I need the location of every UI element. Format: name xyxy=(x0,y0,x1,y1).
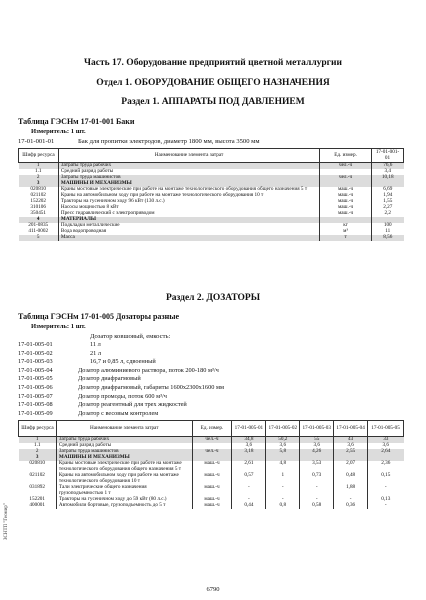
table1-item-code: 17-01-001-01 xyxy=(18,138,55,145)
row-value: 0,13 xyxy=(368,497,404,503)
row-name: Насосы мощностью 8 кВт xyxy=(58,205,319,211)
row-unit: маш.-ч xyxy=(192,461,232,473)
row-value: 3,53 xyxy=(300,461,334,473)
item-desc: Дозатор диафрагмовый, габариты 1600х2300х1600 мм xyxy=(78,383,224,391)
row-name: Тали электрические общего назначения грузоподъемностью 1 т xyxy=(56,485,192,497)
row-value: - xyxy=(368,503,404,509)
row-unit: маш.-ч xyxy=(192,485,232,497)
table-row xyxy=(19,235,404,241)
row-value: 0,36 xyxy=(334,503,368,509)
item-code: 17-01-005-09 xyxy=(18,409,53,417)
th-name: Наименование элемента затрат xyxy=(58,149,319,163)
row-unit: маш.-ч xyxy=(192,503,232,509)
item-code: 17-01-005-02 xyxy=(18,349,53,357)
item-desc: 21 л xyxy=(90,349,102,357)
row-value: 2,61 xyxy=(232,461,266,473)
item-desc: 16,7 и 0,85 л, сдвоенный xyxy=(90,358,156,366)
item-desc: Дозатор диафрагмовый xyxy=(78,375,141,383)
row-unit: маш.-ч xyxy=(320,193,372,199)
row-value: 0,48 xyxy=(334,473,368,485)
resource-table-2 xyxy=(18,420,404,509)
item-desc: Дозатор с весовым контролем xyxy=(78,409,159,417)
item-code: 17-01-005-06 xyxy=(18,383,53,391)
row-value: 2,07 xyxy=(334,461,368,473)
row-unit: м³ xyxy=(320,229,372,235)
row-value: 1,94 xyxy=(372,193,404,199)
table2-measure: Измеритель: 1 шт. xyxy=(31,323,86,330)
row-value: 2,2 xyxy=(372,211,404,217)
item-code: 17-01-005-08 xyxy=(18,401,53,409)
table1-item-desc: Бак для пропитки электродов, диаметр 1800 мм, высота 3500 мм xyxy=(78,138,260,145)
row-code: 1.1 xyxy=(33,441,41,448)
row-value: 1 xyxy=(266,473,300,485)
row-value: 3,6 xyxy=(232,443,266,449)
row-code: 152201 xyxy=(29,495,45,502)
table1-measure: Измеритель: 1 шт. xyxy=(31,128,86,135)
row-name: Краны мостовые электрические при работе на монтаже технологического оборудования общего назначения 5 т xyxy=(56,461,192,473)
row-value: - xyxy=(232,497,266,503)
row-value: 76,6 xyxy=(372,163,404,169)
row-value: - xyxy=(232,485,266,497)
list-item xyxy=(18,341,398,350)
row-code: 020810 xyxy=(30,185,46,192)
side-stamp: ЗСНТП "Геомир" xyxy=(4,503,9,540)
row-value: 55 xyxy=(300,437,334,443)
row-unit: маш.-ч xyxy=(320,211,372,217)
row-name: Затраты труда рабочих xyxy=(56,437,192,443)
th-value: 17-01-001-01 xyxy=(372,149,404,163)
row-name: Масса xyxy=(58,235,319,241)
row-name: Краны на автомобильном ходу при работе на монтаже технологического оборудования 10 т xyxy=(58,193,319,199)
list-item xyxy=(18,410,398,419)
row-value: 8,56 xyxy=(372,235,404,241)
th-value: 17-01-005-05 xyxy=(368,421,404,437)
th-code: Шифр ресурса xyxy=(19,421,57,437)
row-name: Пресс гидравлический с электроприводом xyxy=(58,211,319,217)
row-unit: маш.-ч xyxy=(320,187,372,193)
row-name: Подкладки металлические xyxy=(58,223,319,229)
row-value: 34,8 xyxy=(232,437,266,443)
row-code: 2 xyxy=(19,449,57,455)
row-name: Затраты труда машинистов xyxy=(58,175,319,181)
row-value: 0,73 xyxy=(300,473,334,485)
part-heading: Часть 17. Оборудование предприятий цветной металлургии xyxy=(84,58,342,68)
row-code: 350451 xyxy=(30,209,46,216)
row-code: 152202 xyxy=(30,197,46,204)
th-unit: Ед. измер. xyxy=(192,421,232,437)
row-value: - xyxy=(334,497,368,503)
row-value: 4,26 xyxy=(300,449,334,455)
item-code: 17-01-005-01 xyxy=(18,341,53,348)
page-number: 6790 xyxy=(206,586,220,593)
row-value: 4,8 xyxy=(266,461,300,473)
row-code: 310106 xyxy=(30,203,46,210)
row-value: 1,55 xyxy=(372,199,404,205)
row-name: МАШИНЫ И МЕХАНИЗМЫ xyxy=(56,455,192,461)
item-code: 17-01-005-05 xyxy=(18,375,53,383)
row-code: 021102 xyxy=(30,191,46,198)
section2-heading: Раздел 2. ДОЗАТОРЫ xyxy=(165,293,261,303)
list-item xyxy=(18,393,398,402)
row-value: 2,27 xyxy=(372,205,404,211)
row-value: 2,64 xyxy=(368,449,404,455)
list-item xyxy=(18,358,398,367)
row-name: Затраты труда машинистов xyxy=(56,449,192,455)
list-item xyxy=(18,375,398,384)
row-unit: маш.-ч xyxy=(192,497,232,503)
row-unit: маш.-ч xyxy=(192,473,232,485)
row-code: 020810 xyxy=(29,459,45,466)
row-code: 5 xyxy=(19,235,59,241)
row-value: 10,18 xyxy=(372,175,404,181)
department-heading: Отдел 1. ОБОРУДОВАНИЕ ОБЩЕГО НАЗНАЧЕНИЯ xyxy=(96,78,330,88)
row-name: Автомобили бортовые, грузоподъемность до 5 т xyxy=(56,503,192,509)
resource-table-1 xyxy=(18,148,404,241)
row-name: МАШИНЫ И МЕХАНИЗМЫ xyxy=(58,181,319,187)
th-name: Наименование элемента затрат xyxy=(56,421,192,437)
row-code: 400001 xyxy=(29,501,45,508)
row-value: 0,58 xyxy=(300,503,334,509)
row-code: 031892 xyxy=(29,483,45,490)
row-name: Затраты труда рабочих xyxy=(58,163,319,169)
table-row xyxy=(19,485,404,497)
item-desc: 11 л xyxy=(90,341,101,348)
row-unit: чел.-ч xyxy=(192,449,232,455)
table1-title: Таблица ГЭСНм 17-01-001 Баки xyxy=(18,117,135,126)
row-name: Вода водопроводная xyxy=(58,229,319,235)
row-name: Средний разряд работы xyxy=(56,443,192,449)
row-unit: чел.-ч xyxy=(320,175,372,181)
row-unit: кг xyxy=(320,223,372,229)
row-unit: маш.-ч xyxy=(320,205,372,211)
row-value: - xyxy=(368,485,404,497)
item-code: 17-01-005-03 xyxy=(18,358,53,366)
row-value: 3,6 xyxy=(334,443,368,449)
row-value: 100 xyxy=(372,223,404,229)
row-code: 3 xyxy=(19,181,59,187)
row-value: 2,55 xyxy=(334,449,368,455)
table2-title: Таблица ГЭСНм 17-01-005 Дозаторы разные xyxy=(18,312,180,321)
row-unit: чел.-ч xyxy=(320,163,372,169)
row-unit: т xyxy=(320,235,372,241)
th-code: Шифр ресурса xyxy=(19,149,59,163)
row-value: 3,6 xyxy=(368,443,404,449)
row-name: Средний разряд работы xyxy=(58,169,319,175)
list-item xyxy=(18,367,398,376)
row-value: 3,6 xyxy=(266,443,300,449)
table-row xyxy=(19,473,404,485)
item-desc: Дозатор реагентный для трех жидкостей xyxy=(78,401,187,409)
row-value: 3,18 xyxy=(232,449,266,455)
row-name: Краны мостовые электрические при работе на монтаже технологического оборудования общего назначения 5 т xyxy=(58,187,319,193)
row-value: 6,69 xyxy=(372,187,404,193)
table2-item-list xyxy=(18,341,398,418)
item-desc: Дозатор алюминиевого раствора, поток 200-180 м³/ч xyxy=(78,366,219,374)
row-value: 3,4 xyxy=(372,169,404,175)
row-code: 1 xyxy=(19,437,57,443)
table2-intro: Дозатор ковшовый, емкость: xyxy=(90,333,171,340)
item-code: 17-01-005-04 xyxy=(18,366,53,374)
row-value: 11 xyxy=(372,229,404,235)
row-code: 411-0002 xyxy=(28,227,49,234)
list-item xyxy=(18,350,398,359)
row-value: 33 xyxy=(368,437,404,443)
row-value: 2,36 xyxy=(368,461,404,473)
th-unit: Ед. измер. xyxy=(320,149,372,163)
item-desc: Дозатор промоды, поток 600 м³/ч xyxy=(78,392,167,400)
row-code: 1.1 xyxy=(34,167,42,174)
row-value: 5,8 xyxy=(266,449,300,455)
row-value: 0,44 xyxy=(232,503,266,509)
th-value: 17-01-005-03 xyxy=(300,421,334,437)
row-value: 0,15 xyxy=(368,473,404,485)
row-name: Тракторы на гусеничном ходу до 59 кВт (80 л.с.) xyxy=(56,497,192,503)
row-value: 3,6 xyxy=(300,443,334,449)
row-value: 43 xyxy=(334,437,368,443)
row-value: 50,2 xyxy=(266,437,300,443)
row-code: 3 xyxy=(19,455,57,461)
row-value: 0,57 xyxy=(232,473,266,485)
row-value: - xyxy=(300,497,334,503)
row-value: 1,88 xyxy=(334,485,368,497)
row-value: 0,8 xyxy=(266,503,300,509)
table-row xyxy=(19,503,404,509)
section-heading: Раздел 1. АППАРАТЫ ПОД ДАВЛЕНИЕМ xyxy=(121,97,305,107)
th-value: 17-01-005-04 xyxy=(334,421,368,437)
th-value: 17-01-005-01 xyxy=(232,421,266,437)
row-name: Тракторы на гусеничном ходу 96 кВт (130 л.с.) xyxy=(58,199,319,205)
row-code: 021102 xyxy=(29,471,45,478)
th-value: 17-01-005-02 xyxy=(266,421,300,437)
row-code: 2 xyxy=(19,175,59,181)
row-name: МАТЕРИАЛЫ xyxy=(58,217,319,223)
item-code: 17-01-005-07 xyxy=(18,392,53,400)
list-item xyxy=(18,401,398,410)
row-unit: чел.-ч xyxy=(192,437,232,443)
row-code: 4 xyxy=(19,217,59,223)
row-value: - xyxy=(266,485,300,497)
row-unit: маш.-ч xyxy=(320,199,372,205)
row-name: Краны на автомобильном ходу при работе на монтаже технологического оборудования 10 т xyxy=(56,473,192,485)
row-code: 201-0835 xyxy=(28,221,49,228)
row-value: - xyxy=(300,485,334,497)
row-code: 1 xyxy=(19,163,59,169)
row-value: - xyxy=(266,497,300,503)
list-item xyxy=(18,384,398,393)
